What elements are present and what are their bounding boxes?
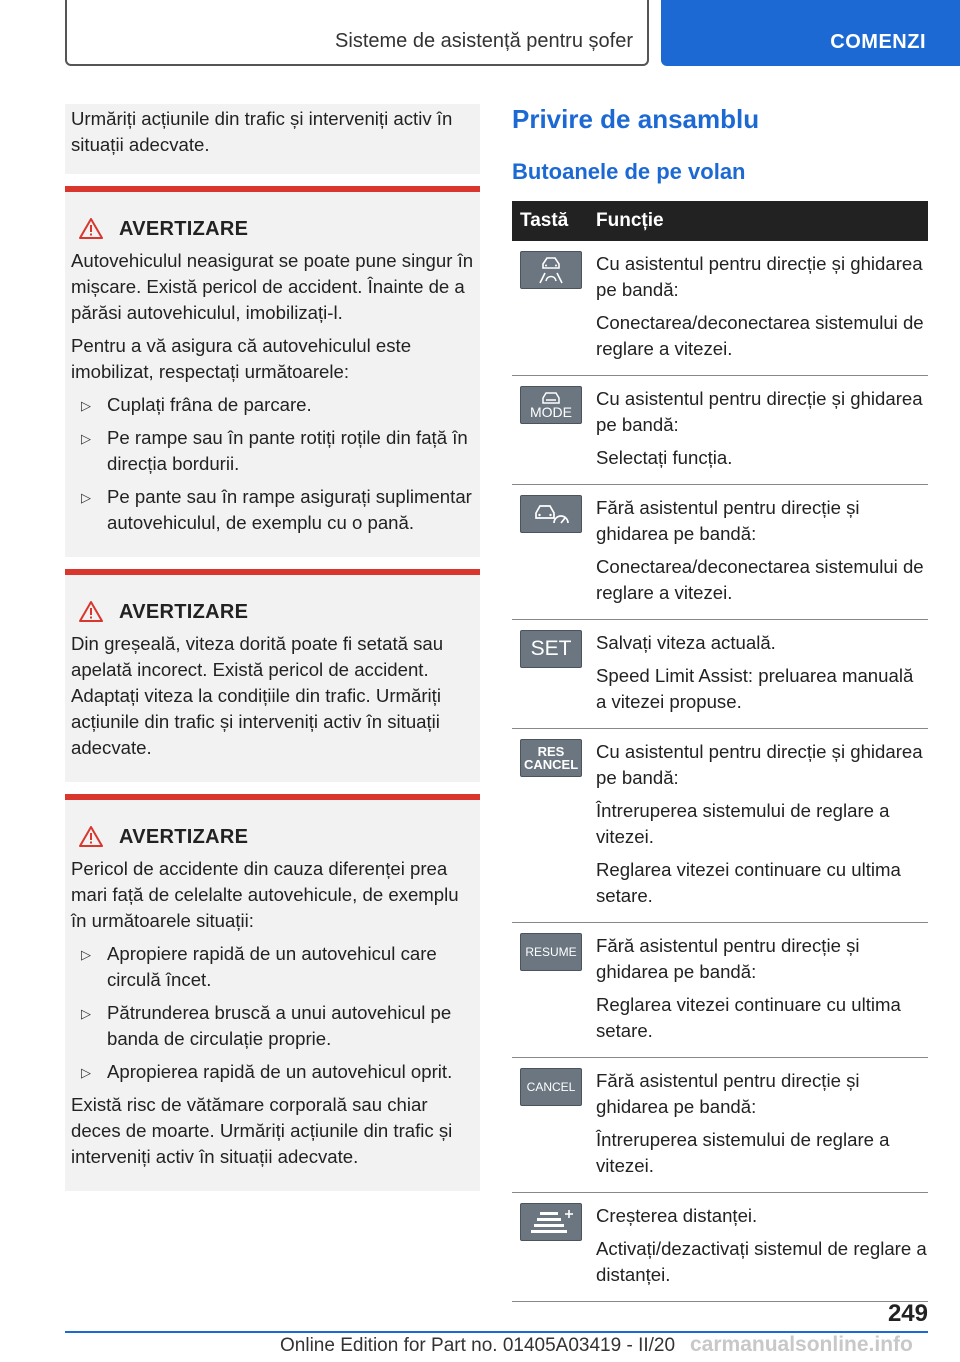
section-subtitle: Butoanele de pe volan [512,159,746,184]
warning-box-3 [65,794,480,1191]
warning-box-1 [65,186,480,557]
function-text: Reglarea vitezei continuare cu ultima setare. [596,859,901,906]
function-text: Reglarea vitezei continuare cu ultima setare. [596,994,901,1041]
table-row [512,1193,928,1302]
section-title: Privire de ansamblu [512,104,760,134]
bullet-triangle-icon: ▷ [81,431,91,446]
table-row [512,923,928,1058]
warning-text: Pentru a vă asigura că autovehiculul este imobilizat, respectați următoarele: [71,335,412,382]
warning-text: Există risc de vătămare corporală sau chiar deces de moarte. Urmăriți acțiunile din trafic și interveniți activ în situații adecvate. [71,1094,453,1167]
cruise-control-icon [520,495,582,533]
mode-icon: MODE [520,386,582,424]
bullet-triangle-icon: ▷ [81,1006,91,1021]
function-text: Cu asistentul pentru direcție și ghidarea pe bandă: [596,741,923,788]
warning-text: Din greșeală, viteza dorită poate fi setată sau apelată incorect. Există pericol de accident. Adaptați viteza la condițiile din trafic. Urmăriți acțiunile din trafic și interveniți activ în situații adecvate. [71,633,444,758]
list-item: ▷ Apropiere rapidă de un autovehicul care circulă încet. [81,943,437,990]
watermark: carmanualsonline.info [690,1333,913,1356]
bullet-triangle-icon: ▷ [81,1065,91,1080]
table-row [512,1058,928,1193]
table-row [512,241,928,376]
function-text: Fără asistentul pentru direcție și ghidarea pe bandă: [596,1070,860,1117]
header-section-tab [65,0,649,66]
list-item: ▷ Pe pante sau în rampe asigurați suplimentar autovehiculul, de exemplu cu o pană. [81,486,472,533]
warning-box-2 [65,569,480,782]
right-column [512,100,928,1302]
list-item: ▷ Pătrunderea bruscă a unui autovehicul pe banda de circulație proprie. [81,1002,452,1049]
function-text: Cu asistentul pentru direcție și ghidarea pe bandă: [596,388,923,435]
function-text: Conectarea/deconectarea sistemului de reglare a vitezei. [596,556,924,603]
col-key-header: Tastă [520,210,569,231]
col-function-header: Funcție [596,210,664,231]
table-header [512,201,928,241]
buttons-table [512,201,928,1302]
list-item: ▷ Apropierea rapidă de un autovehicul oprit. [71,1059,474,1085]
header-chapter-tab [661,0,960,66]
function-text: Fără asistentul pentru direcție și ghidarea pe bandă: [596,497,860,544]
cancel-icon: CANCEL [520,1068,582,1106]
list-item: ▷ Cuplați frâna de parcare. [71,392,474,418]
warning-text: Pericol de accidente din cauza diferenței prea mari față de celelalte autovehicule, de exemplu în următoarele situații: [71,858,459,931]
res-cancel-icon: RES CANCEL [520,739,582,777]
function-text: Întreruperea sistemului de reglare a vitezei. [596,1129,890,1176]
header-chapter-title: COMENZI [830,31,926,53]
table-row [512,376,928,485]
page-number: 249 [887,1300,928,1327]
warning-title: AVERTIZARE [119,218,249,240]
warning-triangle-icon [79,217,103,241]
set-icon: SET [520,630,582,668]
warning-text: Autovehiculul neasigurat se poate pune singur în mișcare. Există pericol de accident. Înainte de a părăsi autovehiculul, imobilizați-l. [71,250,474,323]
warning-title: AVERTIZARE [119,601,249,623]
intro-text: Urmăriți acțiunile din trafic și interveniți activ în situații adecvate. [71,108,453,155]
function-text: Conectarea/deconectarea sistemului de reglare a vitezei. [596,312,924,359]
function-text: Selectați funcția. [596,447,733,468]
function-text: Speed Limit Assist: preluarea manuală a vitezei propuse. [596,665,914,712]
bullet-triangle-icon: ▷ [81,947,91,962]
lane-assist-icon [520,251,582,289]
warning-triangle-icon [79,600,103,624]
warning-triangle-icon [79,825,103,849]
warning-title: AVERTIZARE [119,826,249,848]
table-row [512,729,928,923]
resume-icon: RESUME [520,933,582,971]
function-text: Întreruperea sistemului de reglare a vitezei. [596,800,890,847]
function-text: Fără asistentul pentru direcție și ghidarea pe bandă: [596,935,860,982]
function-text: Activați/dezactivați sistemul de reglare a distanței. [596,1238,927,1285]
table-row [512,485,928,620]
intro-box [65,104,480,174]
function-text: Cu asistentul pentru direcție și ghidarea pe bandă: [596,253,923,300]
table-row [512,620,928,729]
left-column [65,104,480,1191]
distance-plus-icon [520,1203,582,1241]
bullet-triangle-icon: ▷ [81,490,91,505]
header-section-title: Sisteme de asistență pentru șofer [335,30,633,52]
function-text: Salvați viteza actuală. [596,632,776,653]
bullet-triangle-icon: ▷ [81,398,91,413]
function-text: Creșterea distanței. [596,1205,758,1226]
footer-edition: Online Edition for Part no. 01405A03419 - II/20 [280,1335,676,1356]
list-item: ▷ Pe rampe sau în pante rotiți roțile din față în direcția bordurii. [81,427,468,474]
